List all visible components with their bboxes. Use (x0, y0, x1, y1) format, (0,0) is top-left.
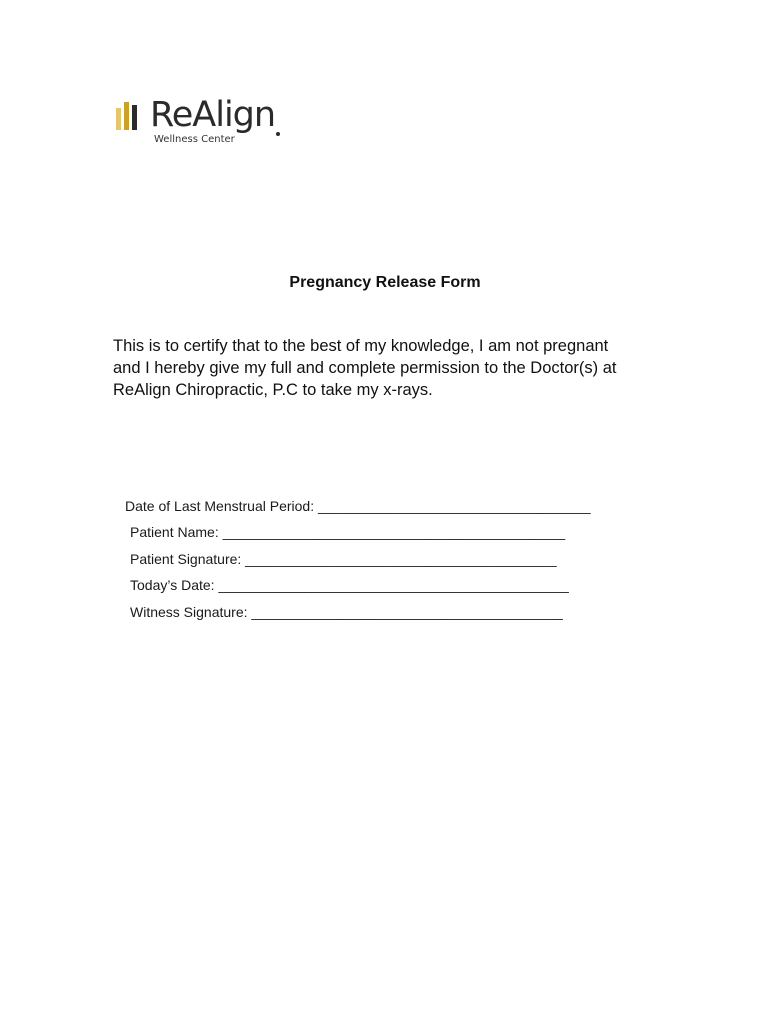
field-witness-signature[interactable]: Witness Signature: ________________________________________ (130, 604, 563, 620)
logo-bars-icon (116, 102, 146, 130)
form-title: Pregnancy Release Form (289, 274, 481, 291)
field-patient-name[interactable]: Patient Name: ____________________________________________ (130, 524, 566, 540)
field-todays-date[interactable]: Today’s Date: _____________________________________________ (130, 577, 569, 593)
certification-statement: This is to certify that to the best of my knowledge, I am not pregnant and I hereby give my full and complete permission to the Doctor(s) at ReAlign Chiropractic, P.C to take my x-rays. (113, 337, 617, 399)
logo-dot-icon (276, 132, 280, 136)
logo-subtitle: Wellness Center (154, 134, 235, 145)
logo-wordmark: ReAlign (150, 95, 276, 135)
field-last-menstrual-period[interactable]: Date of Last Menstrual Period: ___________________________________ (125, 498, 591, 514)
realign-logo (116, 96, 296, 152)
field-patient-signature[interactable]: Patient Signature: ________________________________________ (130, 551, 557, 567)
